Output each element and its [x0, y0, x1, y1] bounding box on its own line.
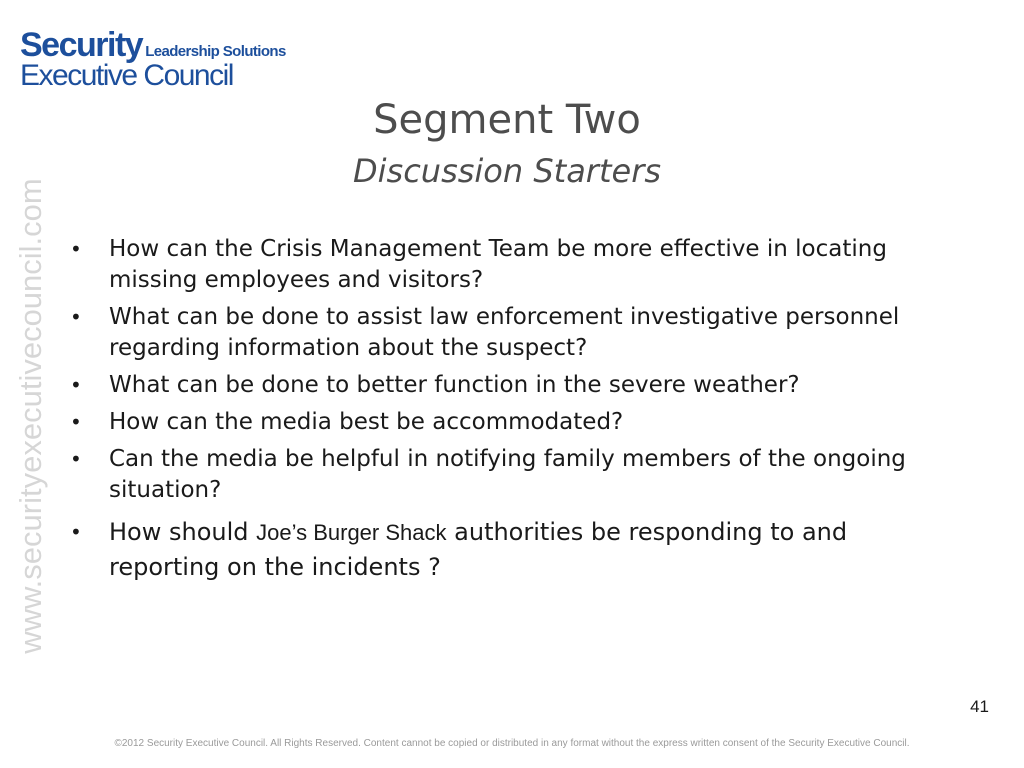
bullet-item — [70, 370, 960, 401]
bullet-text: How can the media best be accommodated? — [109, 409, 624, 435]
discussion-bullet-list — [70, 234, 960, 591]
bullet-text: How can the Crisis Management Team be more effective in locating missing employees and visitors? — [109, 236, 887, 293]
bullet-item — [70, 444, 960, 506]
logo-bottom-line: Executive Council — [20, 59, 233, 92]
bullet-dot-icon: • — [70, 447, 82, 471]
bullet-dot-icon: • — [70, 410, 82, 434]
slide-title: Segment Two — [373, 97, 641, 143]
bullet-item — [70, 234, 960, 296]
side-website-watermark: www.securityexecutivecouncil.com — [13, 178, 48, 654]
logo-tagline: Leadership Solutions — [145, 43, 286, 60]
logo-top-line — [20, 28, 286, 62]
copyright-footer: ©2012 Security Executive Council. All Rights Reserved. Content cannot be copied or distributed in any format without the express written consent of the Security Executive Council. — [114, 738, 910, 749]
company-logo — [20, 28, 290, 92]
bullet-text-before: How should — [109, 518, 257, 546]
bullet-text: What can be done to assist law enforcement investigative personnel regarding information about the suspect? — [109, 304, 900, 361]
bullet-item — [70, 407, 960, 438]
bullet-text-after: authorities be responding to and reporting on the incidents ? — [109, 518, 848, 581]
company-name-text: Joe’s Burger Shack — [256, 520, 447, 545]
logo-security-text: Security — [20, 26, 143, 64]
bullet-dot-icon: • — [70, 520, 82, 544]
page-number: 41 — [970, 697, 989, 716]
bullet-item — [70, 515, 960, 585]
bullet-text: Can the media be helpful in notifying family members of the ongoing situation? — [109, 446, 906, 503]
bullet-dot-icon: • — [70, 237, 82, 261]
bullet-dot-icon: • — [70, 305, 82, 329]
bullet-dot-icon: • — [70, 373, 82, 397]
slide-subtitle: Discussion Starters — [352, 152, 662, 190]
bullet-item — [70, 302, 960, 364]
bullet-text: What can be done to better function in the severe weather? — [109, 372, 800, 398]
